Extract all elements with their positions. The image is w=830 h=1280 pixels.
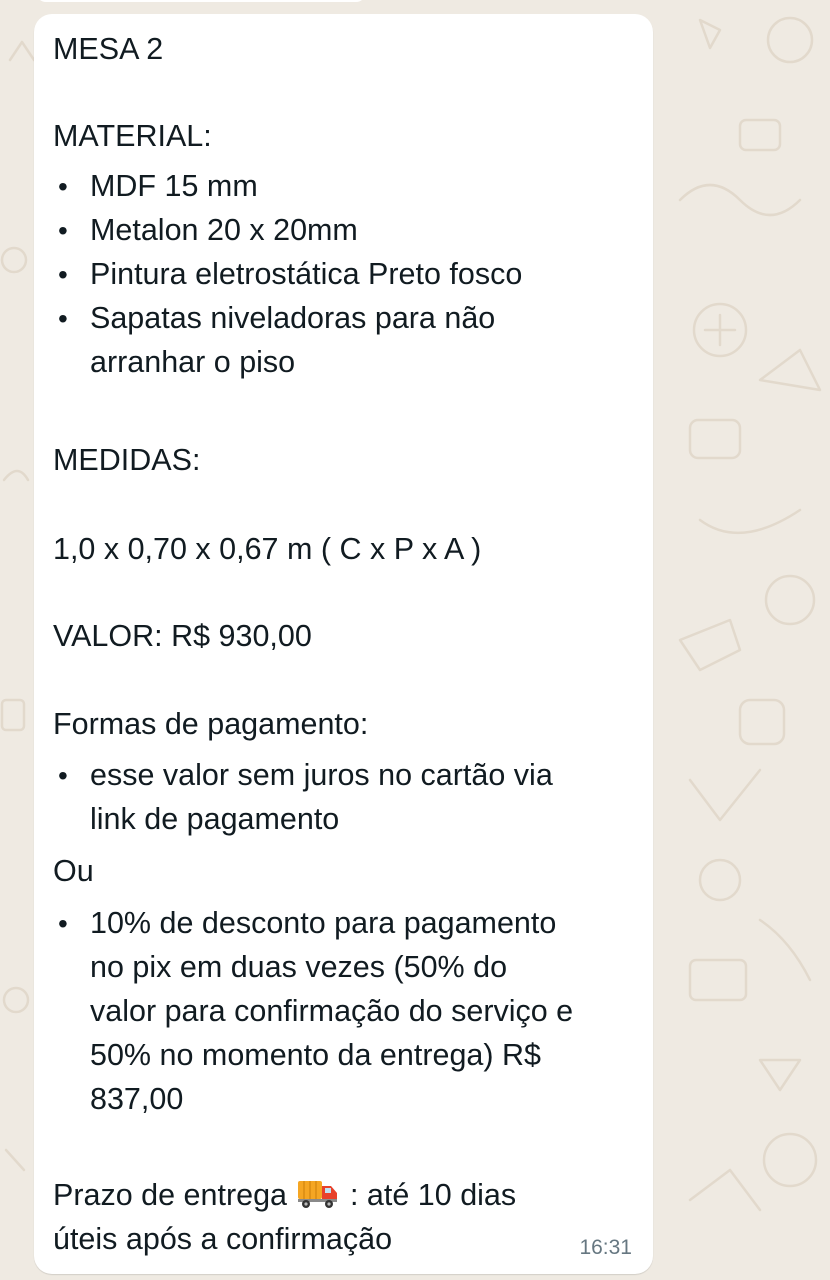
material-item-sapatas: Sapatas niveladoras para não (90, 301, 496, 335)
message-title: MESA 2 (53, 32, 164, 66)
pagamento-option-2-line3: valor para confirmação do serviço e (90, 994, 574, 1028)
material-item-mdf: MDF 15 mm (90, 169, 258, 203)
bullet-icon: • (58, 760, 68, 791)
medidas-heading: MEDIDAS: (53, 443, 201, 477)
medidas-value: 1,0 x 0,70 x 0,67 m ( C x P x A ) (53, 532, 482, 566)
delivery-truck-emoji-icon (297, 1177, 339, 1221)
material-item-pintura: Pintura eletrostática Preto fosco (90, 257, 523, 291)
pagamento-option-2: 10% de desconto para pagamento (90, 906, 557, 940)
prazo-line (53, 1173, 516, 1221)
bullet-icon: • (58, 215, 68, 246)
pagamento-heading: Formas de pagamento: (53, 707, 369, 741)
ou-text: Ou (53, 854, 94, 888)
pagamento-option-1-cont: link de pagamento (90, 802, 340, 836)
previous-message-bubble-edge (36, 0, 366, 2)
prazo-prefix: Prazo de entrega (53, 1178, 287, 1212)
bullet-icon: • (58, 171, 68, 202)
prazo-suffix: : até 10 dias (349, 1178, 517, 1212)
pagamento-option-2-line2: no pix em duas vezes (50% do (90, 950, 508, 984)
pagamento-option-2-line5: 837,00 (90, 1082, 184, 1116)
pagamento-option-2-line4: 50% no momento da entrega) R$ (90, 1038, 541, 1072)
message-timestamp: 16:31 (579, 1236, 632, 1259)
bullet-icon: • (58, 259, 68, 290)
pagamento-option-1: esse valor sem juros no cartão via (90, 758, 553, 792)
valor-line: VALOR: R$ 930,00 (53, 619, 312, 653)
message-bubble[interactable] (34, 14, 653, 1274)
prazo-line-2: úteis após a confirmação (53, 1222, 393, 1256)
bullet-icon: • (58, 908, 68, 939)
material-heading: MATERIAL: (53, 119, 212, 153)
material-item-metalon: Metalon 20 x 20mm (90, 213, 358, 247)
material-item-sapatas-cont: arranhar o piso (90, 345, 296, 379)
bullet-icon: • (58, 303, 68, 334)
